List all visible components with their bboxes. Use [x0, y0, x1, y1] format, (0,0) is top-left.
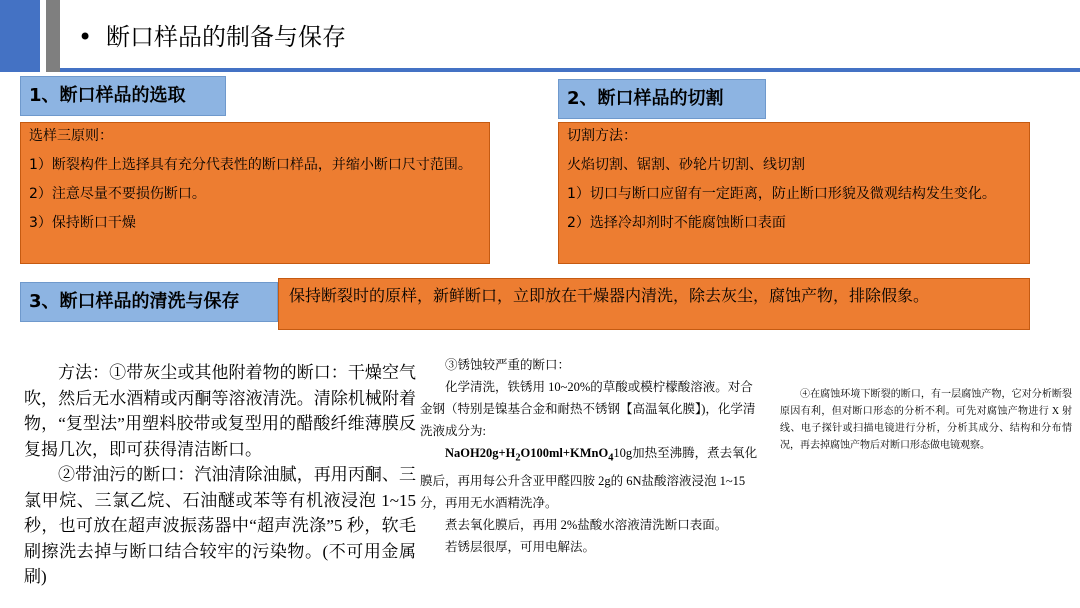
- methods-column-3: [780, 386, 1072, 454]
- header-underline: [60, 68, 1080, 72]
- section-2-line: 切割方法：: [567, 128, 637, 144]
- section-1-line: 选样三原则：: [29, 128, 113, 144]
- section-1-line: 1）断裂构件上选择具有充分代表性的断口样品，并缩小断口尺寸范围。: [29, 157, 472, 173]
- title-text: 断口样品的制备与保存: [106, 23, 346, 51]
- method-paragraph: 化学清洗，铁锈用 10~20%的草酸或模柠檬酸溶液。对合金钢（特别是镍基合金和耐热不锈钢【高温氧化膜】)，化学清洗液成分为:: [420, 380, 756, 438]
- section-3-box: 保持断裂时的原样，新鲜断口，立即放在干燥器内清洗，除去灰尘，腐蚀产物，排除假象。: [278, 278, 1030, 330]
- section-1-box: [20, 122, 490, 264]
- section-3-label: 3、断口样品的清洗与保存: [20, 282, 278, 322]
- method-paragraph: ④在腐蚀环境下断裂的断口，有一层腐蚀产物，它对分析断裂原因有利，但对断口形态的分析不利。可先对腐蚀产物进行 X 射线、电子探针或扫描电镜进行分析，分析其成分、结构和分布情况，再去掉腐蚀产物后对断口形态做电镜观察。: [780, 389, 1072, 451]
- methods-column-2: [420, 354, 762, 558]
- method-paragraph: 煮去氧化膜后，再用 2%盐酸水溶液清洗断口表面。: [445, 517, 728, 532]
- section-1-line: 3）保持断口干燥: [29, 215, 136, 231]
- formula-part: NaOH20g+H: [445, 446, 516, 460]
- section-2-line: 1）切口与断口应留有一定距离，防止断口形貌及微观结构发生变化。: [567, 186, 996, 202]
- methods-column-1: [24, 360, 416, 590]
- header-accent-gray-bar: [46, 0, 60, 72]
- section-2-line: 2）选择冷却剂时不能腐蚀断口表面: [567, 215, 786, 231]
- section-2-line: 火焰切割、锯割、砂轮片切割、线切割: [567, 157, 805, 173]
- formula-subscript: 2: [515, 452, 521, 464]
- page-title: [78, 20, 346, 54]
- formula-part: O100ml+KMnO: [520, 446, 609, 460]
- section-1-label: 1、断口样品的选取: [20, 76, 226, 116]
- formula-subscript: 4: [608, 452, 614, 464]
- method-paragraph: 方法：①带灰尘或其他附着物的断口：干燥空气吹，然后无水酒精或丙酮等溶液清洗。清除机械附着物，“复型法”用塑料胶带或复型用的醋酸纤维薄膜反复揭几次，即可获得清洁断口。: [24, 363, 416, 459]
- section-1-line: 2）注意尽量不要损伤断口。: [29, 186, 206, 202]
- method-paragraph: 若锈层很厚，可用电解法。: [445, 539, 596, 554]
- method-formula-paragraph: [420, 442, 762, 514]
- section-2-box: [558, 122, 1030, 264]
- section-2-label: 2、断口样品的切割: [558, 79, 766, 119]
- title-bullet: •: [78, 23, 93, 51]
- formula-part: 10g加热至沸腾，煮去氧化膜后，再用每公升含亚甲醛四胺 2g的 6N盐酸溶液浸泡 1~15 分，再用无水酒精洗净。: [420, 446, 758, 510]
- header-accent-bar: [0, 0, 40, 72]
- method-paragraph: ②带油污的断口：汽油清除油腻，再用丙酮、三氯甲烷、三氯乙烷、石油醚或苯等有机液浸泡 1~15 秒，也可放在超声波振荡器中“超声洗涤”5 秒，软毛刷擦洗去掉与断口结合较牢的污染物。(不可用金属刷): [24, 465, 416, 586]
- method-heading: ③锈蚀较严重的断口：: [445, 358, 571, 372]
